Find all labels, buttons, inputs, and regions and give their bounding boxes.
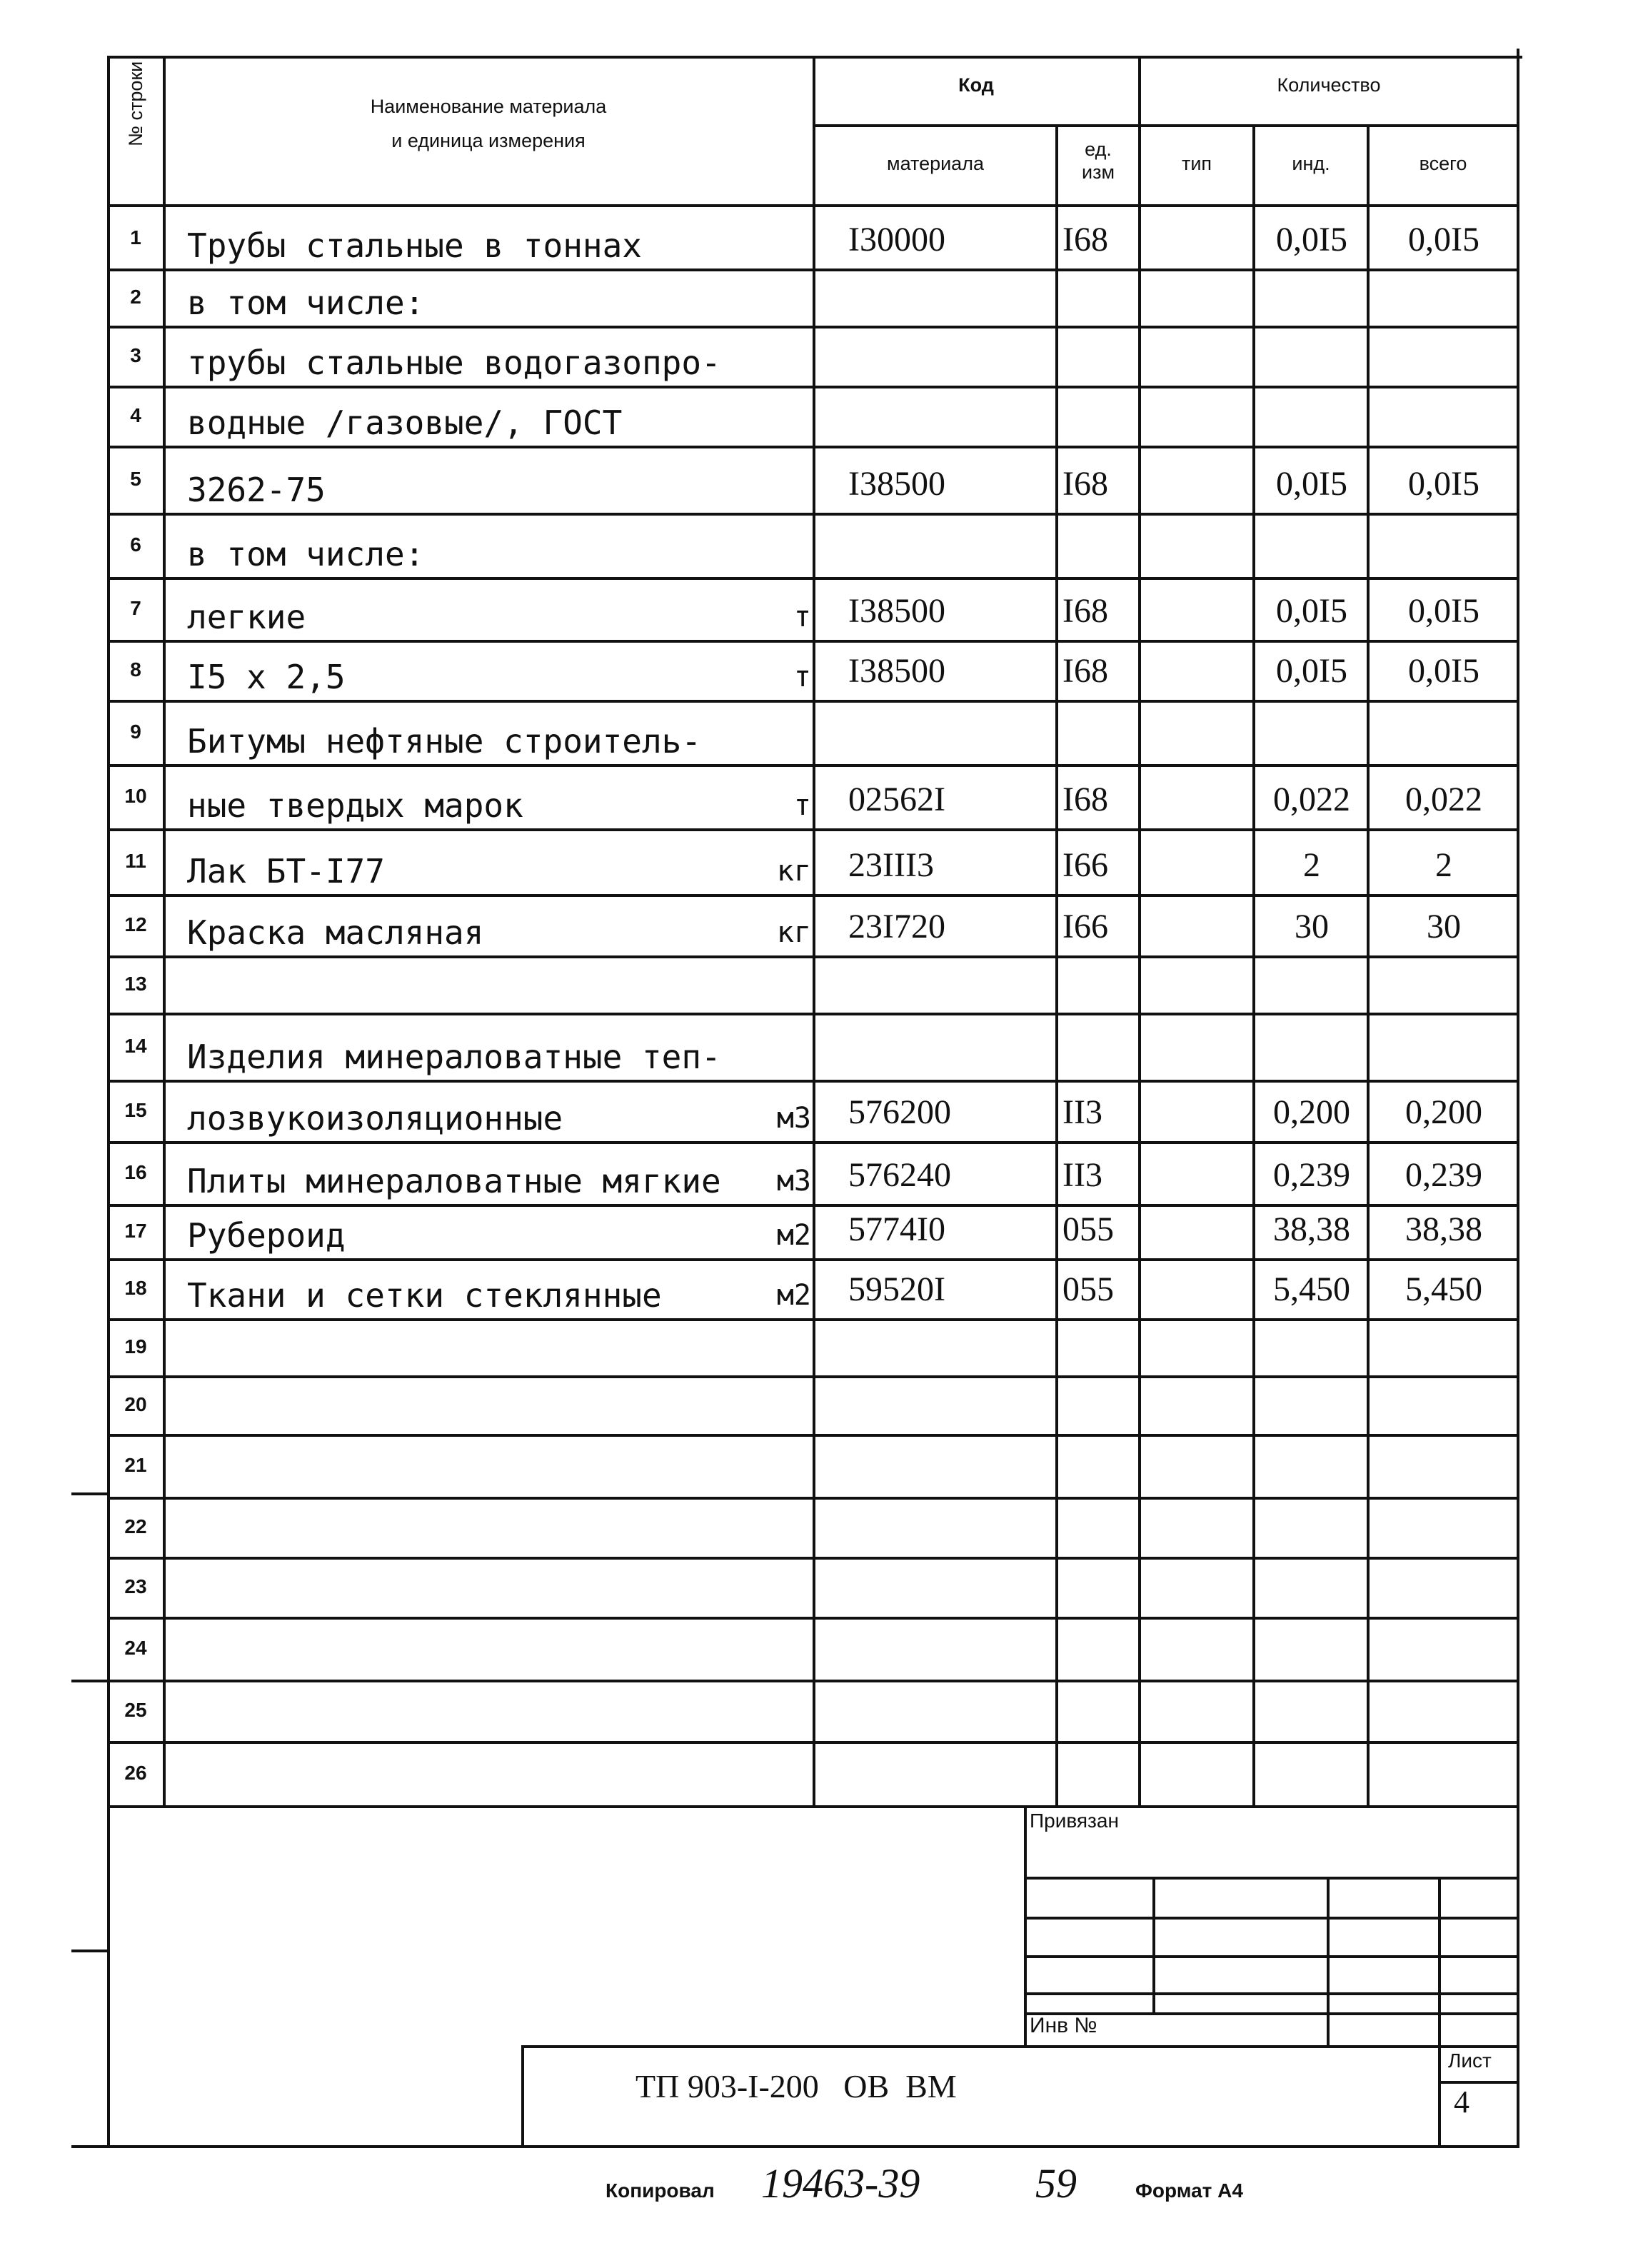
material-name: легкие <box>187 598 306 636</box>
row-separator <box>109 1805 1518 1808</box>
unit-code: II3 <box>1062 1093 1102 1131</box>
margin-tick <box>71 1492 110 1495</box>
sheet-label: Лист <box>1448 2049 1492 2072</box>
copied-label: Копировал <box>606 2179 715 2202</box>
material-code: 576200 <box>848 1093 951 1131</box>
header-name-line1: Наименование материала <box>370 96 607 117</box>
row-number: 10 <box>124 785 147 807</box>
unit-code: II3 <box>1062 1156 1102 1194</box>
unit: т <box>793 661 811 693</box>
material-code: 23I720 <box>848 908 945 945</box>
unit-code: I66 <box>1062 908 1108 945</box>
row-number: 8 <box>130 658 141 681</box>
margin-tick <box>71 1950 110 1952</box>
material-code: 23III3 <box>848 846 934 884</box>
row-number: 2 <box>130 286 141 308</box>
row-number: 20 <box>124 1393 147 1415</box>
row-number: 14 <box>124 1035 147 1057</box>
material-name: Плиты минераловатные мягкие <box>187 1162 721 1200</box>
material-name: Трубы стальные в тоннах <box>187 226 642 265</box>
row-number: 7 <box>130 597 141 619</box>
sheet-number: 4 <box>1454 2084 1469 2119</box>
unit: м2 <box>776 1219 811 1252</box>
quantity-total: 0,0I5 <box>1408 465 1479 503</box>
row-separator <box>109 1141 1518 1144</box>
header-quantity-type: тип <box>1181 153 1212 174</box>
unit-code: I68 <box>1062 465 1108 503</box>
quantity-ind: 0,0I5 <box>1276 592 1347 630</box>
inventory-number-label: Инв № <box>1030 2014 1097 2037</box>
unit: кг <box>776 916 811 949</box>
quantity-total: 0,022 <box>1405 781 1482 818</box>
quantity-total: 0,239 <box>1405 1156 1482 1194</box>
material-name: трубы стальные водогазопро- <box>187 343 721 382</box>
row-number: 5 <box>130 468 141 490</box>
row-number: 13 <box>124 973 147 995</box>
row-separator <box>109 640 1518 643</box>
material-name: Изделия минераловатные теп- <box>187 1038 721 1076</box>
row-number: 1 <box>130 226 141 249</box>
row-separator <box>109 955 1518 958</box>
quantity-total: 0,200 <box>1405 1093 1482 1131</box>
row-separator <box>109 1557 1518 1560</box>
header-row-number: № строки <box>125 61 146 146</box>
unit-code: 055 <box>1062 1270 1114 1308</box>
material-name: Битумы нефтяные строитель- <box>187 722 702 761</box>
row-separator <box>109 1013 1518 1015</box>
row-separator <box>109 1080 1518 1083</box>
header-code-unit-2: изм <box>1081 161 1115 183</box>
row-number: 24 <box>124 1637 147 1659</box>
format-label: Формат А4 <box>1135 2179 1243 2202</box>
unit-code: I68 <box>1062 592 1108 630</box>
unit: т <box>793 601 811 633</box>
material-name: Рубероид <box>187 1216 346 1255</box>
row-separator <box>109 1741 1518 1744</box>
material-code: 5774I0 <box>848 1210 945 1248</box>
header-quantity-total: всего <box>1419 153 1467 174</box>
row-number: 17 <box>124 1220 147 1242</box>
quantity-total: 0,0I5 <box>1408 592 1479 630</box>
copy-sheet: 59 <box>1035 2160 1077 2207</box>
row-number: 12 <box>124 913 147 935</box>
unit-code: I68 <box>1062 652 1108 690</box>
row-number: 25 <box>124 1699 147 1721</box>
quantity-ind: 0,0I5 <box>1276 221 1347 259</box>
row-separator <box>109 446 1518 448</box>
row-separator <box>109 577 1518 580</box>
row-number: 11 <box>125 850 146 872</box>
material-name: ные твердых марок <box>187 786 523 825</box>
row-separator <box>109 1680 1518 1682</box>
material-code: 576240 <box>848 1156 951 1194</box>
unit: м2 <box>776 1279 811 1312</box>
quantity-ind: 5,450 <box>1273 1270 1350 1308</box>
row-number: 4 <box>130 404 141 426</box>
row-separator <box>109 1617 1518 1620</box>
row-separator <box>109 894 1518 897</box>
document-code: ТП 903-I-200 ОВ ВМ <box>635 2068 957 2104</box>
row-separator <box>109 1434 1518 1437</box>
quantity-ind: 0,022 <box>1273 781 1350 818</box>
row-separator <box>109 764 1518 767</box>
material-name: Лак БТ-I77 <box>187 852 385 890</box>
material-code: I38500 <box>848 652 945 690</box>
row-separator <box>109 700 1518 703</box>
copy-number: 19463-39 <box>761 2160 920 2207</box>
row-separator <box>109 326 1518 328</box>
quantity-ind: 0,0I5 <box>1276 652 1347 690</box>
material-name: в том числе: <box>187 535 425 573</box>
material-name: водные /газовые/, ГОСТ <box>187 403 623 442</box>
header-name-line2: и единица измерения <box>391 130 586 151</box>
material-code: 59520I <box>848 1270 945 1308</box>
material-code: 02562I <box>848 781 945 818</box>
unit-code: I68 <box>1062 221 1108 259</box>
row-separator <box>109 513 1518 516</box>
row-separator <box>109 1375 1518 1378</box>
row-separator <box>109 386 1518 388</box>
quantity-total: 5,450 <box>1405 1270 1482 1308</box>
quantity-ind: 30 <box>1295 908 1329 945</box>
material-code: I30000 <box>848 221 945 259</box>
quantity-ind: 0,200 <box>1273 1093 1350 1131</box>
material-name: лозвукоизоляционные <box>187 1099 563 1138</box>
header-quantity: Количество <box>1277 74 1381 96</box>
unit-code: I66 <box>1062 846 1108 884</box>
row-separator <box>109 1258 1518 1261</box>
unit-code: 055 <box>1062 1210 1114 1248</box>
row-number: 26 <box>124 1762 147 1784</box>
row-separator <box>109 1318 1518 1321</box>
quantity-ind: 0,0I5 <box>1276 465 1347 503</box>
unit: кг <box>776 855 811 888</box>
header-code-material: материала <box>887 153 984 174</box>
material-code: I38500 <box>848 465 945 503</box>
margin-tick <box>71 1680 110 1682</box>
row-number: 3 <box>130 344 141 366</box>
material-name: Краска масляная <box>187 913 484 952</box>
quantity-ind: 2 <box>1303 846 1320 884</box>
unit: м3 <box>776 1102 811 1135</box>
quantity-total: 38,38 <box>1405 1210 1482 1248</box>
unit-code: I68 <box>1062 781 1108 818</box>
row-separator <box>109 1204 1518 1207</box>
unit: т <box>793 789 811 822</box>
row-number: 16 <box>124 1161 147 1183</box>
material-name: Ткани и сетки стеклянные <box>187 1276 662 1315</box>
quantity-total: 0,0I5 <box>1408 221 1479 259</box>
row-number: 22 <box>124 1515 147 1537</box>
header-code: Код <box>958 74 994 96</box>
row-separator <box>109 269 1518 271</box>
row-separator <box>109 828 1518 831</box>
material-name: 3262-75 <box>187 471 326 509</box>
row-number: 18 <box>124 1277 147 1299</box>
quantity-total: 30 <box>1427 908 1461 945</box>
row-number: 21 <box>124 1454 147 1476</box>
row-number: 6 <box>130 533 141 556</box>
quantity-total: 2 <box>1435 846 1452 884</box>
material-code: I38500 <box>848 592 945 630</box>
quantity-ind: 0,239 <box>1273 1156 1350 1194</box>
row-number: 19 <box>124 1335 147 1358</box>
material-name: I5 x 2,5 <box>187 658 346 696</box>
header-code-unit-1: ед. <box>1085 139 1112 160</box>
row-separator <box>109 1497 1518 1500</box>
row-number: 9 <box>130 721 141 743</box>
header-quantity-ind: инд. <box>1292 153 1330 174</box>
quantity-total: 0,0I5 <box>1408 652 1479 690</box>
row-number: 23 <box>124 1575 147 1597</box>
row-number: 15 <box>124 1099 147 1121</box>
quantity-ind: 38,38 <box>1273 1210 1350 1248</box>
material-name: в том числе: <box>187 284 425 322</box>
bound-label: Привязан <box>1030 1810 1119 1832</box>
unit: м3 <box>776 1165 811 1198</box>
